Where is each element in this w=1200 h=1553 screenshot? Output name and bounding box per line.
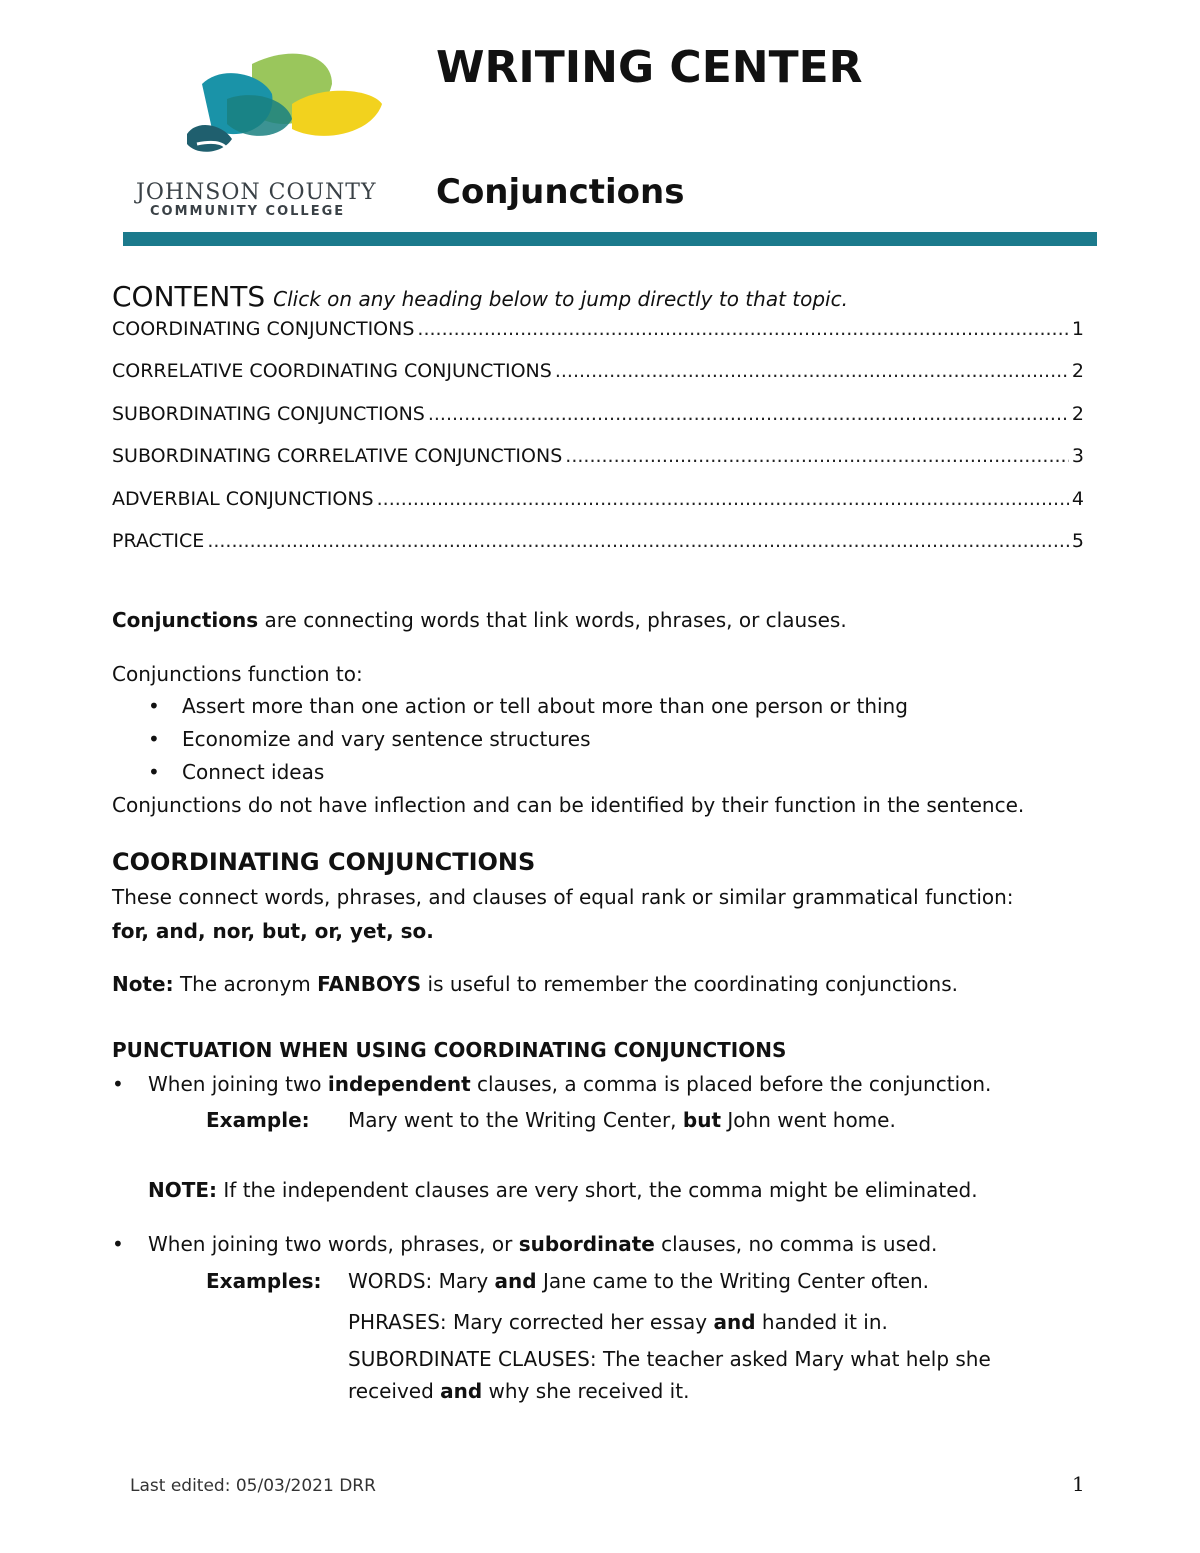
fanboys-note <box>112 972 958 996</box>
list-item-text: Connect ideas <box>182 760 325 784</box>
last-edited: Last edited: 05/03/2021 DRR <box>130 1476 376 1496</box>
toc-leader <box>428 403 1069 425</box>
list-item <box>148 760 908 793</box>
toc-link-coordinating[interactable] <box>112 318 1084 360</box>
note-label: Note: <box>112 972 174 996</box>
rule-term: subordinate <box>518 1232 655 1256</box>
example-fragment: received <box>348 1379 441 1403</box>
toc-leader <box>417 318 1069 340</box>
college-logo <box>136 44 386 224</box>
example-fragment: PHRASES: Mary corrected her essay <box>348 1310 714 1334</box>
toc-page-number: 5 <box>1071 529 1084 552</box>
note-text: If the independent clauses are very short, the comma might be eliminated. <box>217 1178 978 1202</box>
toc-leader <box>565 445 1069 467</box>
toc-link-adverbial[interactable] <box>112 488 1084 530</box>
example-term: and <box>494 1269 537 1293</box>
examples-label: Examples: <box>206 1269 322 1293</box>
logo-wordmark: JOHNSON COUNTY <box>136 180 377 205</box>
example-words <box>348 1269 929 1293</box>
page-subtitle: Conjunctions <box>436 172 685 212</box>
example-subordinate-line2 <box>348 1379 689 1403</box>
toc-page-number: 3 <box>1071 445 1084 468</box>
example-term: but <box>682 1108 722 1132</box>
coordinating-description: These connect words, phrases, and clauses of equal rank or similar grammatical function: <box>112 885 1014 909</box>
toc-label: PRACTICE <box>112 529 205 552</box>
list-item <box>148 727 908 760</box>
short-clause-note <box>148 1178 978 1202</box>
example-fragment: Jane came to the Writing Center often. <box>536 1269 930 1293</box>
bullet-icon: • <box>148 694 160 718</box>
contents-hint: Click on any heading below to jump directly to that topic. <box>273 287 848 311</box>
list-item-text: Economize and vary sentence structures <box>182 727 591 751</box>
toc-leader <box>207 530 1069 552</box>
punctuation-heading: PUNCTUATION WHEN USING COORDINATING CONJUNCTIONS <box>112 1038 787 1062</box>
logo-subwordmark: COMMUNITY COLLEGE <box>150 204 346 219</box>
toc-label: COORDINATING CONJUNCTIONS <box>112 318 415 340</box>
toc-leader <box>555 360 1069 382</box>
rule-term: independent <box>327 1072 471 1096</box>
bullet-icon: • <box>112 1072 124 1096</box>
rule-text: clauses, no comma is used. <box>654 1232 938 1256</box>
toc-link-practice[interactable] <box>112 530 1084 572</box>
section-title-coordinating: COORDINATING CONJUNCTIONS <box>112 848 536 876</box>
function-list <box>148 694 908 793</box>
note-text: is useful to remember the coordinating conjunctions. <box>421 972 958 996</box>
page-title: WRITING CENTER <box>436 42 863 93</box>
function-intro: Conjunctions function to: <box>112 662 363 686</box>
example-fragment: Mary went to the Writing Center, <box>348 1108 683 1132</box>
definition-term: Conjunctions <box>112 608 259 632</box>
contents-heading <box>112 280 848 313</box>
toc-page-number: 1 <box>1071 318 1084 340</box>
example-fragment: why she received it. <box>482 1379 690 1403</box>
rule-text: clauses, a comma is placed before the conjunction. <box>470 1072 992 1096</box>
page-number: 1 <box>1072 1472 1085 1496</box>
rule-text: When joining two <box>148 1072 328 1096</box>
definition-text: are connecting words that link words, phrases, or clauses. <box>258 608 847 632</box>
example-label: Example: <box>206 1108 310 1132</box>
header-divider <box>123 232 1097 246</box>
note-text: The acronym <box>173 972 318 996</box>
example-phrases <box>348 1310 888 1334</box>
table-of-contents <box>112 318 1084 572</box>
toc-page-number: 2 <box>1071 360 1084 383</box>
bullet-icon: • <box>148 727 160 751</box>
inflection-paragraph: Conjunctions do not have inflection and can be identified by their function in the sentence. <box>112 793 1025 817</box>
definition-paragraph <box>112 608 847 632</box>
contents-label: CONTENTS <box>112 280 266 313</box>
toc-label: CORRELATIVE COORDINATING CONJUNCTIONS <box>112 360 552 383</box>
punctuation-rule-independent <box>112 1072 991 1096</box>
list-item <box>148 694 908 727</box>
toc-link-subordinating-correlative[interactable] <box>112 445 1084 487</box>
example-fragment: WORDS: Mary <box>348 1269 495 1293</box>
coordinating-list: for, and, nor, but, or, yet, so. <box>112 919 434 943</box>
toc-page-number: 2 <box>1071 402 1084 425</box>
toc-link-subordinating[interactable] <box>112 403 1084 445</box>
bullet-icon: • <box>112 1232 124 1256</box>
toc-label: SUBORDINATING CORRELATIVE CONJUNCTIONS <box>112 445 563 468</box>
rule-text: When joining two words, phrases, or <box>148 1232 519 1256</box>
punctuation-rule-subordinate <box>112 1232 937 1256</box>
bullet-icon: • <box>148 760 160 784</box>
note-label: NOTE: <box>148 1178 218 1202</box>
example-text <box>348 1108 896 1132</box>
toc-label: ADVERBIAL CONJUNCTIONS <box>112 487 374 510</box>
example-fragment: John went home. <box>721 1108 896 1132</box>
example-fragment: handed it in. <box>755 1310 888 1334</box>
example-subordinate-line1: SUBORDINATE CLAUSES: The teacher asked Mary what help she <box>348 1347 991 1371</box>
list-item-text: Assert more than one action or tell about more than one person or thing <box>182 694 908 718</box>
toc-link-correlative-coordinating[interactable] <box>112 360 1084 402</box>
example-term: and <box>440 1379 483 1403</box>
toc-leader <box>377 488 1069 510</box>
toc-page-number: 4 <box>1071 487 1084 510</box>
example-term: and <box>713 1310 756 1334</box>
toc-label: SUBORDINATING CONJUNCTIONS <box>112 402 425 425</box>
note-term: FANBOYS <box>317 972 422 996</box>
leaf-logo-icon <box>182 44 382 174</box>
